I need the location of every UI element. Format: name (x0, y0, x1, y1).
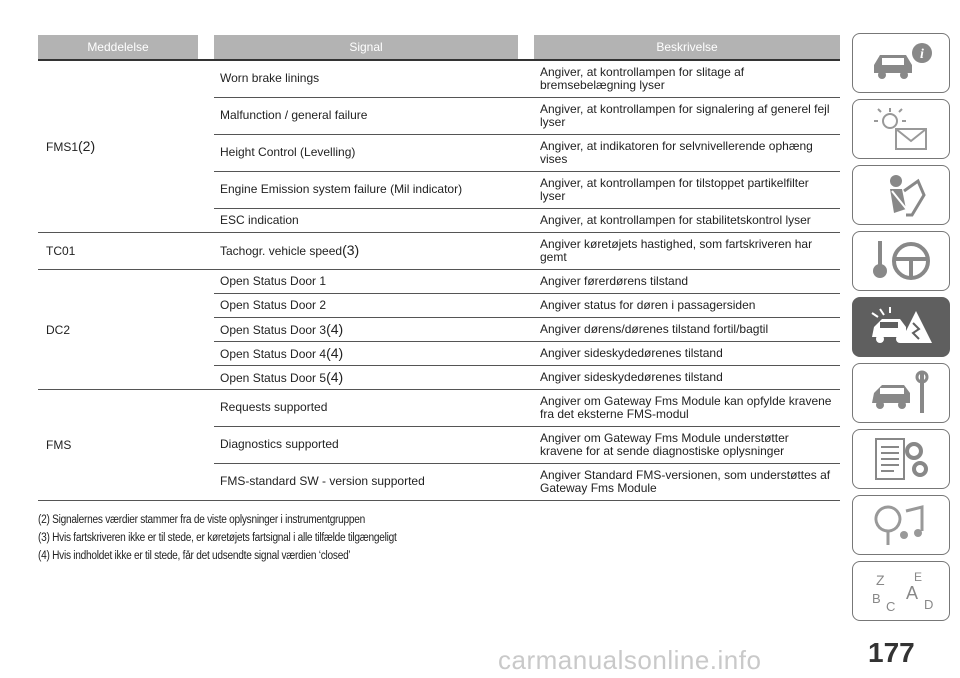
signal-cell: Open Status Door 2 (214, 293, 518, 317)
chapter-tabs (852, 33, 952, 627)
message-cell: FMS (38, 389, 198, 500)
svg-text:Z: Z (876, 572, 885, 588)
signal-cell: ESC indication (214, 208, 518, 232)
tab-index[interactable] (852, 561, 950, 621)
tab-emergency[interactable] (852, 297, 950, 357)
svg-text:i: i (920, 47, 924, 62)
steering-wheel-icon (866, 237, 936, 285)
tab-car-info[interactable] (852, 33, 950, 93)
signal-cell: Open Status Door 5(4) (214, 365, 518, 389)
description-cell: Angiver, at kontrollampen for stabilitetskontrol lyser (534, 208, 840, 232)
header-meddelelse: Meddelelse (38, 35, 198, 60)
tab-specifications[interactable] (852, 429, 950, 489)
header-beskrivelse: Beskrivelse (534, 35, 840, 60)
signal-cell: Open Status Door 1 (214, 269, 518, 293)
signal-cell: Open Status Door 3(4) (214, 317, 518, 341)
table-header-row (38, 35, 840, 60)
table-row (38, 60, 840, 97)
message-cell: TC01 (38, 232, 198, 269)
svg-text:D: D (924, 597, 934, 612)
description-cell: Angiver status for døren i passagersiden (534, 293, 840, 317)
tab-steering[interactable] (852, 231, 950, 291)
footnote: (3) Hvis fartskriveren ikke er til stede, er køretøjets fartsignal i alle tilfælde tilgængeligt (38, 532, 397, 544)
signal-table-container (38, 35, 840, 501)
signal-cell: Tachogr. vehicle speed(3) (214, 232, 518, 269)
description-cell: Angiver sideskydedørenes tilstand (534, 365, 840, 389)
signal-cell: FMS-standard SW - version supported (214, 463, 518, 500)
message-cell: DC2 (38, 269, 198, 389)
svg-text:B: B (872, 591, 881, 606)
signal-table (38, 35, 840, 501)
table-row (38, 389, 840, 426)
header-signal: Signal (214, 35, 518, 60)
description-cell: Angiver dørens/dørenes tilstand fortil/bagtil (534, 317, 840, 341)
message-cell: FMS1(2) (38, 60, 198, 232)
svg-text:E: E (914, 570, 923, 584)
description-cell: Angiver førerdørens tilstand (534, 269, 840, 293)
signal-cell: Malfunction / general failure (214, 97, 518, 134)
description-cell: Angiver, at kontrollampen for slitage af bremsebelægning lyser (534, 60, 840, 97)
index-icon (866, 567, 936, 615)
signal-cell: Worn brake linings (214, 60, 518, 97)
warning-lights-icon (866, 105, 936, 153)
tab-seat-safety[interactable] (852, 165, 950, 225)
description-cell: Angiver sideskydedørenes tilstand (534, 341, 840, 365)
description-cell: Angiver Standard FMS-versionen, som understøttes af Gateway Fms Module (534, 463, 840, 500)
svg-text:A: A (906, 583, 919, 603)
description-cell: Angiver, at indikatoren for selvnivellerende ophæng vises (534, 134, 840, 171)
signal-cell: Height Control (Levelling) (214, 134, 518, 171)
description-cell: Angiver, at kontrollampen for tilstoppet partikelfilter lyser (534, 171, 840, 208)
car-maintenance-icon (866, 369, 936, 417)
description-cell: Angiver køretøjets hastighed, som fartskriveren har gemt (534, 232, 840, 269)
tab-warning-lights[interactable] (852, 99, 950, 159)
specifications-icon (866, 435, 936, 483)
emergency-icon (866, 303, 936, 351)
signal-cell: Engine Emission system failure (Mil indicator) (214, 171, 518, 208)
seat-safety-icon (866, 171, 936, 219)
multimedia-icon (866, 501, 936, 549)
description-cell: Angiver om Gateway Fms Module understøtter kravene for at sende diagnostiske oplysninger (534, 426, 840, 463)
page-number: 177 (868, 637, 915, 668)
signal-cell: Requests supported (214, 389, 518, 426)
signal-cell: Diagnostics supported (214, 426, 518, 463)
footnotes (38, 511, 838, 565)
tab-multimedia[interactable] (852, 495, 950, 555)
footnote: (2) Signalernes værdier stammer fra de viste oplysninger i instrumentgruppen (38, 514, 365, 526)
table-row (38, 232, 840, 269)
description-cell: Angiver, at kontrollampen for signalering af generel fejl lyser (534, 97, 840, 134)
car-info-icon (866, 39, 936, 87)
svg-text:C: C (886, 599, 896, 614)
table-row (38, 269, 840, 293)
tab-maintenance[interactable] (852, 363, 950, 423)
signal-cell: Open Status Door 4(4) (214, 341, 518, 365)
description-cell: Angiver om Gateway Fms Module kan opfylde kravene fra det eksterne FMS-modul (534, 389, 840, 426)
footnote: (4) Hvis indholdet ikke er til stede, får det udsendte signal værdien ‘closed’ (38, 550, 351, 562)
watermark: carmanualsonline.info (498, 645, 762, 675)
